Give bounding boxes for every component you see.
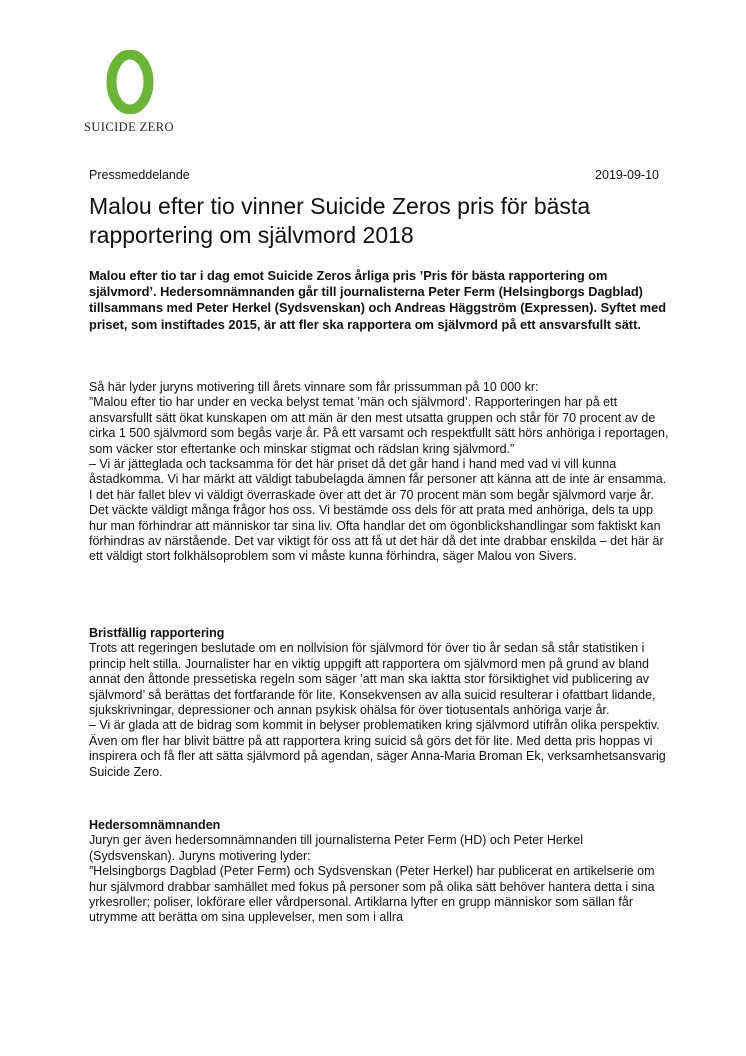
paragraph: Så här lyder juryns motivering till årets vinnare som får prissumman på 10 000 kr: xyxy=(89,380,539,394)
logo-wordmark: SUICIDE ZERO xyxy=(84,120,174,134)
paragraph: ”Malou efter tio har under en vecka belyst temat ’män och självmord’. Rapporteringen har på ett ansvarsfullt sätt ökat kunskapen om att män är den mest utsatta gruppen och står för 70 procent av de cirka 1 500 självmord som begås varje år. På ett varsamt och respektfullt sätt hörs anhöriga i reportagen, som väcker stor eftertanke och minskar stigmat och rädslan kring självmord.” xyxy=(89,395,669,456)
paragraph: Juryn ger även hedersomnämnanden till journalisterna Peter Ferm (HD) och Peter Herkel (Sydsvenskan). Juryns motivering lyder: xyxy=(89,833,583,863)
paragraph: Trots att regeringen beslutade om en nollvision för självmord för över tio år sedan så står statistiken i princip helt stilla. Journalister har en viktig uppgift att rapportera om självmord men på grund av bland annat den åttonde pressetiska regeln som säger ’att man ska iaktta stor försiktighet vid publicering av självmord’ så berättas det fortfarande för lite. Konsekvensen av alla suicid resulterar i ofattbart lidande, sjukskrivningar, depressioner och annan psykisk ohälsa för över tiotusentals anhöriga varje år. xyxy=(89,641,656,718)
suicide-zero-logo xyxy=(84,50,194,140)
section-reporting xyxy=(89,626,669,780)
publish-date: 2019-09-10 xyxy=(595,168,659,182)
lead-paragraph: Malou efter tio tar i dag emot Suicide Zeros årliga pris ’Pris för bästa rapportering om självmord’. Hedersomnämnanden går till journalisterna Peter Ferm (Helsingborgs Dagblad) tillsammans med Peter Herkel (Sydsvenskan) och Andreas Häggström (Expressen). Syftet med priset, som instiftades 2015, är att fler ska rapportera om självmord på ett ansvarsfullt sätt. xyxy=(89,268,667,332)
section-jury-motivation xyxy=(89,380,669,565)
document-type: Pressmeddelande xyxy=(89,168,190,182)
section-honorable-mentions xyxy=(89,818,669,926)
paragraph: – Vi är jätteglada och tacksamma för det här priset då det går hand i hand med vad vi vill kunna åstadkomma. Vi har märkt att väldigt tabubelagda ämnen får personer att känna att de inte är ensamma. I det här fallet blev vi väldigt överraskade över att det är 70 procent män som begår självmord varje år. Det väckte väldigt många frågor hos oss. Vi bestämde oss dels för att prata med anhöriga, dels ta upp hur man förhindrar att människor tar sina liv. Ofta handlar det om ögonblickshandlingar som faktiskt kan förhindras av närstående. Det var viktigt för oss att få ut det här då det inte drabbar enskilda – det här är ett väldigt stort folkhälsoproblem som vi måste kunna förhindra, säger Malou von Sivers. xyxy=(89,457,667,564)
section-heading: Hedersomnämnanden xyxy=(89,818,221,832)
page-title: Malou efter tio vinner Suicide Zeros pris för bästa rapportering om självmord 2018 xyxy=(89,193,591,248)
paragraph: – Vi är glada att de bidrag som kommit in belyser problematiken kring självmord utifrån olika perspektiv. Även om fler har blivit bättre på att rapportera kring suicid så görs det för lite. Med detta pris hoppas vi inspirera och få fler att sätta självmord på agendan, säger Anna-Maria Broman Ek, verksamhetsansvarig Suicide Zero. xyxy=(89,718,666,779)
zero-logo-icon xyxy=(106,50,154,114)
paragraph: ”Helsingborgs Dagblad (Peter Ferm) och Sydsvenskan (Peter Herkel) har publicerat en artikelserie om hur självmord drabbar samhället med fokus på personer som på olika sätt behöver hantera detta i sina yrkesroller; poliser, lokförare eller vårdpersonal. Artiklarna lyfter en grupp människor som sällan får utrymme att berätta om sina upplevelser, men som i allra xyxy=(89,864,655,925)
section-heading: Bristfällig rapportering xyxy=(89,626,225,640)
